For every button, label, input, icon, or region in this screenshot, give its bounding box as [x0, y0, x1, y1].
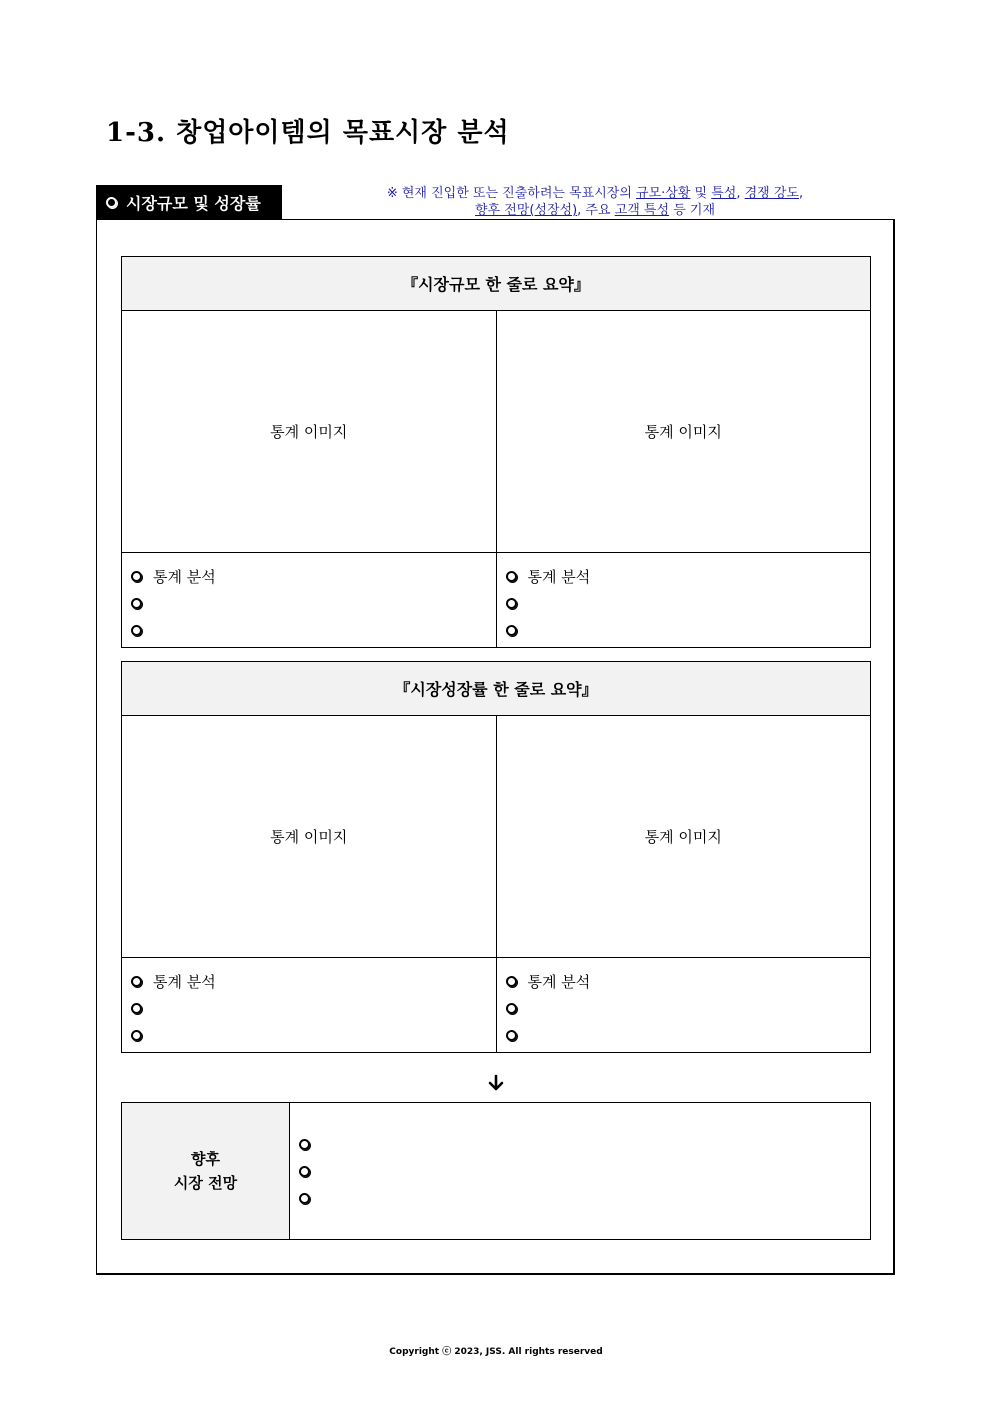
guidance-note — [350, 185, 840, 219]
list-item-text: 통계 분석 — [527, 973, 591, 991]
market-outlook-label — [122, 1103, 290, 1239]
statistic-image-placeholder[interactable]: 통계 이미지 — [496, 716, 871, 957]
circle-bullet-icon — [131, 1030, 142, 1041]
market-growth-heading: 『시장성장률 한 줄로 요약』 — [122, 662, 870, 716]
list-item — [131, 968, 496, 995]
circle-bullet-icon — [506, 598, 517, 609]
circle-bullet-icon — [299, 1166, 310, 1177]
guidance-note-line-2 — [350, 202, 840, 219]
guidance-note-segment: 규모·상황 — [636, 186, 691, 201]
circle-bullet-icon — [299, 1139, 310, 1150]
market-size-block — [121, 256, 871, 648]
section-tab — [96, 185, 282, 219]
statistic-image-placeholder[interactable]: 통계 이미지 — [270, 828, 348, 846]
market-growth-analysis-row — [122, 958, 870, 1052]
circle-bullet-icon — [506, 1003, 517, 1014]
market-size-analysis-row — [122, 553, 870, 647]
guidance-note-segment: , — [799, 186, 804, 201]
circle-bullet-icon — [131, 598, 142, 609]
copyright-footer: Copyright ⓒ 2023, JSS. All rights reserved — [389, 1347, 603, 1357]
market-size-heading: 『시장규모 한 줄로 요약』 — [122, 257, 870, 311]
list-item — [506, 617, 871, 644]
guidance-note-segment: , 주요 — [577, 203, 615, 218]
list-item — [299, 1185, 870, 1212]
analysis-list[interactable] — [496, 553, 871, 647]
section-tab-label: 시장규모 및 성장률 — [126, 193, 261, 213]
guidance-note-segment: ※ 현재 진입한 또는 진출하려는 목표시장의 — [386, 186, 637, 201]
list-item — [506, 995, 871, 1022]
circle-bullet-icon — [106, 197, 117, 208]
market-outlook-label-line-1: 향후 — [191, 1150, 220, 1168]
circle-bullet-icon — [506, 976, 517, 987]
guidance-note-segment: 고객 특성 — [614, 203, 670, 218]
analysis-list[interactable] — [496, 958, 871, 1052]
arrow-down-icon — [486, 1073, 506, 1093]
guidance-note-segment: 등 기재 — [669, 203, 716, 218]
circle-bullet-icon — [131, 625, 142, 636]
list-item — [131, 995, 496, 1022]
market-outlook-list[interactable] — [290, 1103, 870, 1239]
list-item-text: 통계 분석 — [153, 568, 216, 586]
list-item — [299, 1158, 870, 1185]
list-item — [131, 617, 496, 644]
market-growth-block — [121, 661, 871, 1053]
circle-bullet-icon — [506, 1030, 517, 1041]
statistic-image-placeholder[interactable]: 통계 이미지 — [270, 423, 348, 441]
circle-bullet-icon — [131, 571, 142, 582]
circle-bullet-icon — [131, 976, 142, 987]
list-item — [131, 590, 496, 617]
guidance-note-segment: 향후 전망(성장성) — [474, 203, 578, 218]
list-item — [506, 968, 871, 995]
circle-bullet-icon — [506, 625, 517, 636]
market-outlook-table — [121, 1102, 871, 1240]
list-item-text: 통계 분석 — [527, 568, 591, 586]
analysis-list[interactable] — [122, 553, 496, 647]
statistic-image-placeholder[interactable]: 통계 이미지 — [496, 311, 871, 552]
circle-bullet-icon — [299, 1193, 310, 1204]
list-item — [506, 563, 871, 590]
list-item — [506, 590, 871, 617]
list-item-text: 통계 분석 — [153, 973, 216, 991]
market-outlook-label-line-2: 시장 전망 — [173, 1174, 238, 1192]
circle-bullet-icon — [506, 571, 517, 582]
list-item — [131, 563, 496, 590]
list-item — [299, 1131, 870, 1158]
analysis-list[interactable] — [122, 958, 496, 1052]
circle-bullet-icon — [131, 1003, 142, 1014]
page-title: 1-3. 창업아이템의 목표시장 분석 — [106, 118, 510, 148]
guidance-note-segment: 및 — [690, 186, 712, 201]
guidance-note-segment: 특성 — [711, 186, 737, 201]
list-item — [131, 1022, 496, 1049]
guidance-note-segment: , — [736, 186, 745, 201]
list-item — [506, 1022, 871, 1049]
guidance-note-segment: 경쟁 강도 — [744, 186, 799, 201]
market-size-image-row — [122, 311, 870, 553]
market-growth-image-row — [122, 716, 870, 958]
guidance-note-line-1 — [350, 185, 840, 202]
